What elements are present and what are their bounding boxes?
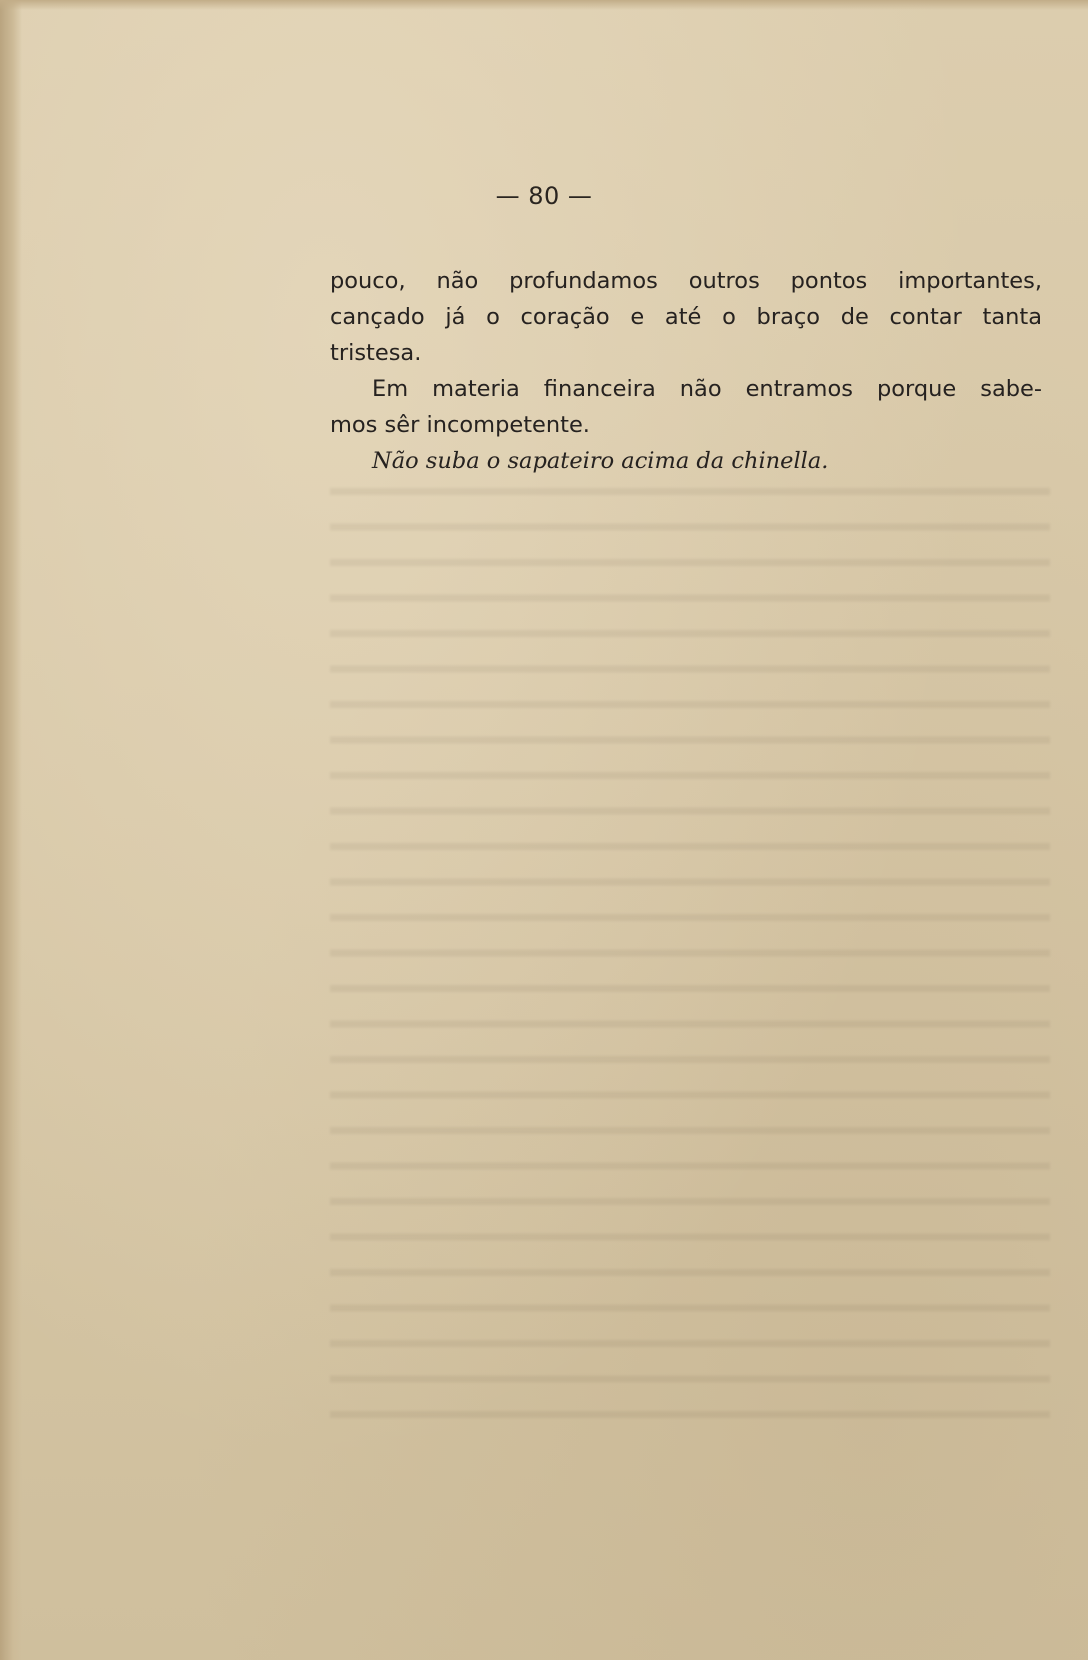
body-text (330, 263, 1042, 479)
text-line-1: pouco, não profundamos outros pontos importantes, (330, 268, 1042, 294)
page-number (0, 182, 1088, 210)
text-line-2: cançado já o coração e até o braço de contar tanta (330, 304, 1042, 330)
text-line-4: Em materia financeira não entramos porque sabe- (372, 376, 1042, 402)
page-top-shadow (0, 0, 1088, 10)
page-edge-shadow (0, 0, 22, 1660)
page-number-text: — 80 — (495, 182, 593, 210)
proverb-line: Não suba o sapateiro acima da chinella. (372, 448, 829, 474)
bleed-through-text (330, 470, 1050, 1430)
text-line-5: mos sêr incompetente. (330, 412, 590, 438)
text-line-3: tristesa. (330, 340, 422, 366)
